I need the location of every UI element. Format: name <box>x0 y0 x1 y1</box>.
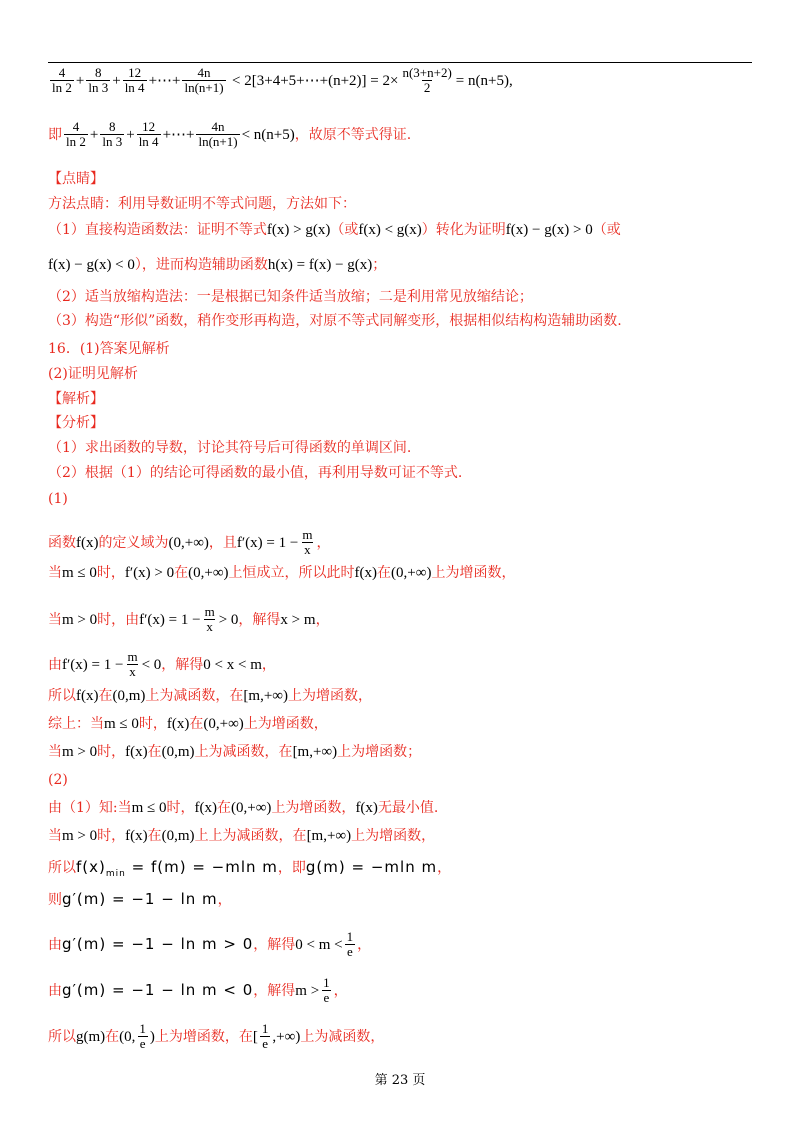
domain-line: 函数f(x)的定义域为(0,+∞)，且f′(x) = 1 − $\frac{m}{x}$ ， <box>48 527 331 558</box>
method-2: （2）适当放缩构造法：一是根据已知条件适当放缩；二是利用常见放缩结论； <box>48 289 533 305</box>
part-2-line-2: 当m > 0时，f(x)在(0,m)上上为减函数，在[m,+∞)上为增函数， <box>48 828 436 844</box>
answer-1: 16．(1)答案见解析 <box>48 341 170 357</box>
page-number: 第 23 页 <box>374 1073 426 1088</box>
derivative-negative-line: 由f′(x) = 1 − $\frac{m}{x}$ < 0，解得0 < x < m， <box>48 649 276 680</box>
method-1-line-b: f(x) − g(x) < 0），进而构造辅助函数h(x) = f(x) − g(x)； <box>48 257 387 273</box>
sum-rhs: < 2[3+4+5+⋯+(n+2)] = 2× <box>232 73 399 90</box>
dianjing-intro: 方法点睛：利用导数证明不等式问题，方法如下： <box>48 196 356 212</box>
g-increasing-line: 由g′(m) = −1 − ln m > 0，解得0 < m < $\frac{1}{e}$ ， <box>48 929 372 960</box>
method-3: （3）构造“形似”函数，稍作变形再构造，对原不等式同解变形，根据相似结构构造辅助函数. <box>48 313 622 329</box>
g-monotonic-line: 所以g(m)在(0, $\frac{1}{e}$ )上为增函数，在[ $\frac{1}{e}$ ,+∞)上为减函数， <box>48 1021 385 1052</box>
term-fraction: $\frac{12}{\ln 4}$ <box>124 65 145 96</box>
term-fraction: $\frac{8}{\ln 3}$ <box>88 65 109 96</box>
analysis-2: （2）根据（1）的结论可得函数的最小值，再利用导数可证不等式. <box>48 465 463 481</box>
answer-2: (2)证明见解析 <box>48 366 138 382</box>
part-2-line-1: 由（1）知:当m ≤ 0时，f(x)在(0,+∞)上为增函数，f(x)无最小值. <box>48 800 439 816</box>
case-m-le-0: 当m ≤ 0时，f′(x) > 0在(0,+∞)上恒成立，所以此时f(x)在(0,+∞)上为增函数， <box>48 565 516 581</box>
part-1-label: (1) <box>48 491 68 507</box>
method-1-line-a: （1）直接构造函数法：证明不等式f(x) > g(x)（或f(x) < g(x)）转化为证明f(x) − g(x) > 0（或 <box>48 222 621 238</box>
part-2-label: (2) <box>48 772 68 788</box>
jiexi-heading: 【解析】 <box>48 391 104 407</box>
rhs-fraction: $\frac{n(3+n+2)}{2}$ <box>402 65 452 96</box>
g-derivative-line: 则g′(m) = −1 − ln m， <box>48 890 232 908</box>
term-fraction: $\frac{4n}{\ln(n+1)}$ <box>184 65 224 96</box>
dianjing-heading: 【点睛】 <box>48 171 104 187</box>
header-rule <box>48 62 752 63</box>
summary-line-2: 当m > 0时，f(x)在(0,m)上为减函数，在[m,+∞)上为增函数； <box>48 744 422 760</box>
analysis-1: （1）求出函数的导数，讨论其符号后可得函数的单调区间. <box>48 440 412 456</box>
conclusion-line: 即 $\frac{4}{\ln 2}$ + $\frac{8}{\ln 3}$ + $\frac{12}{\ln 4}$ +⋯+ $\frac{4n}{\ln(n+1)}$ < n(n+5)，故原不等式得证. <box>48 119 412 150</box>
min-value-line: 所以$f(x)_{min} = f(m) = -mln$ m，即g(m) = −mln m， <box>48 858 452 879</box>
term-fraction: $\frac{4}{\ln 2}$ <box>52 65 72 96</box>
summary-line-1: 综上：当m ≤ 0时，f(x)在(0,+∞)上为增函数， <box>48 716 328 732</box>
g-decreasing-line: 由g′(m) = −1 − ln m < 0，解得m > $\frac{1}{e}$ ， <box>48 975 348 1006</box>
sum-inequality-line: $\frac{4}{\ln 2}$ + $\frac{8}{\ln 3}$ + $\frac{12}{\ln 4}$ +⋯+ $\frac{4n}{\ln(n+1)}$ < 2[3+4+5+⋯+(n+2)] = 2× $\frac{n(3+n+2)}{2}$ = n(n+5), <box>52 65 513 96</box>
fenxi-heading: 【分析】 <box>48 415 104 431</box>
case-m-gt-0: 当m > 0时，由f′(x) = 1 − $\frac{m}{x}$ > 0，解得x > m， <box>48 604 330 635</box>
monotonic-line: 所以f(x)在(0,m)上为减函数，在[m,+∞)上为增函数， <box>48 688 372 704</box>
